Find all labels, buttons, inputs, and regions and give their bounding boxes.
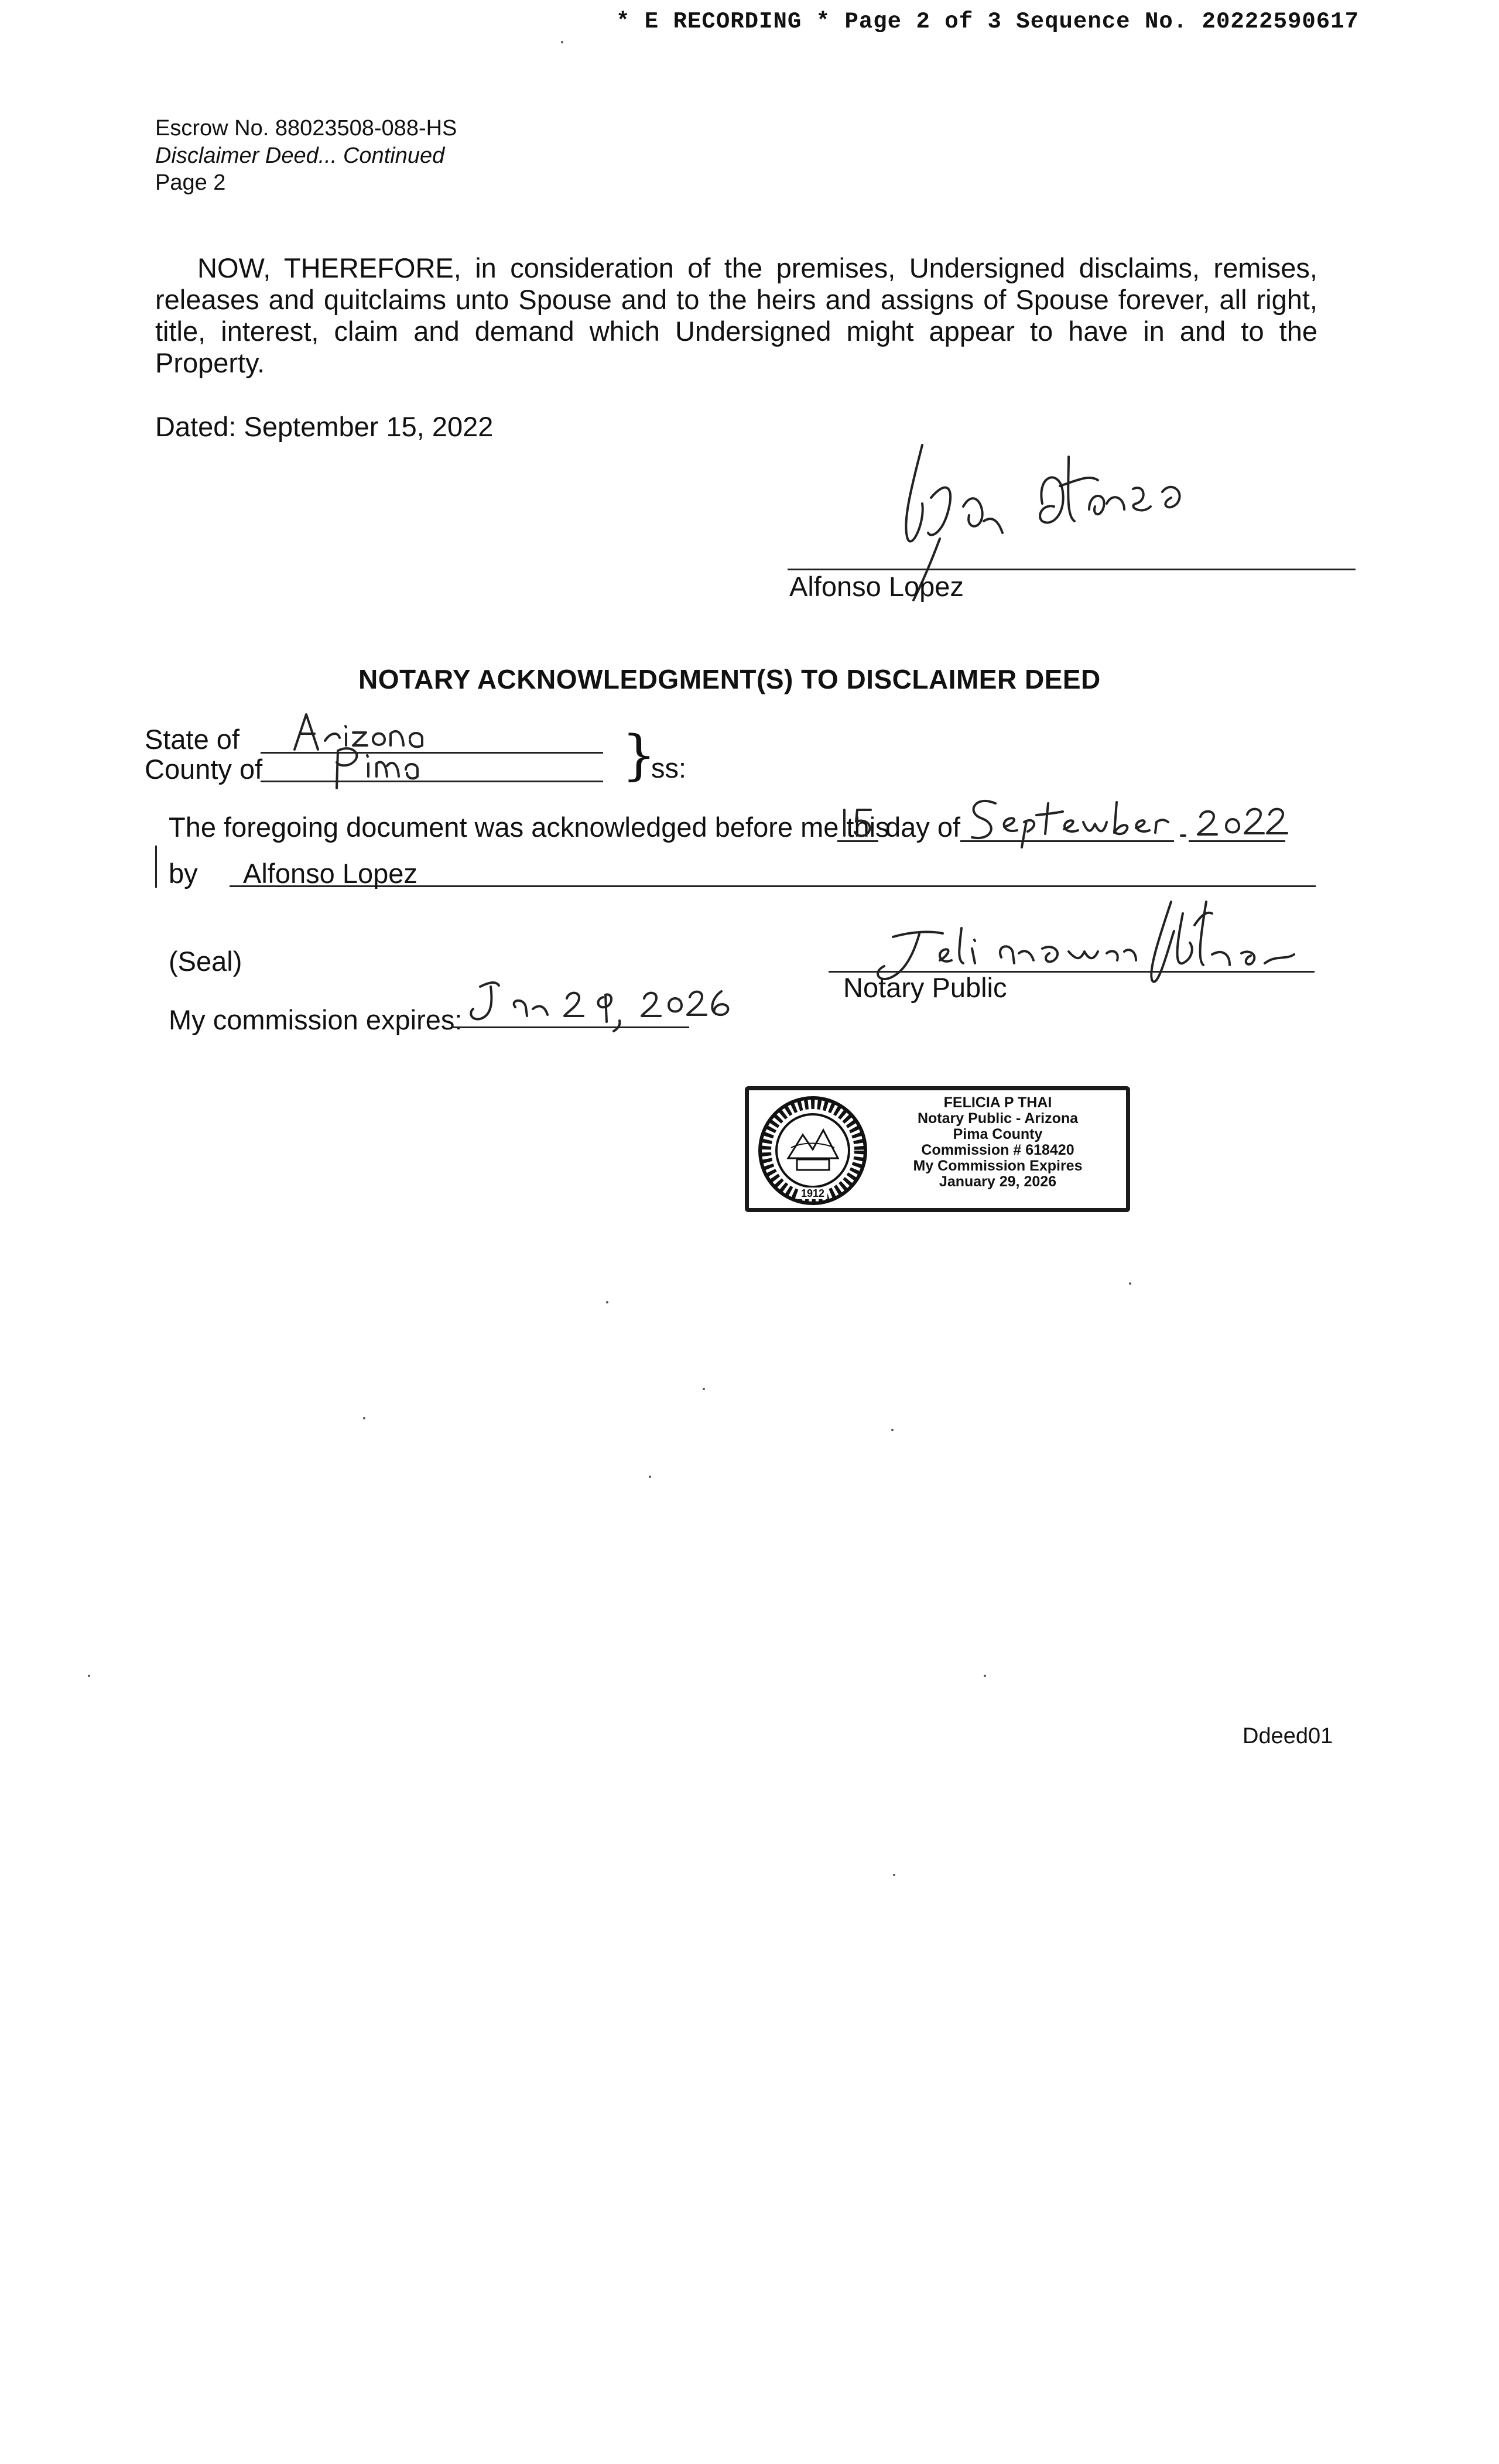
scan-speck bbox=[649, 1476, 651, 1478]
body-paragraph: NOW, THEREFORE, in consideration of the premises, Undersigned disclaims, remises, releases and quitclaims unto Spouse and to the heirs and assigns of Spouse forever, all right, title, interest, claim and demand which Undersigned might appear to have in and to the Property. bbox=[155, 252, 1317, 378]
county-label: County of bbox=[145, 754, 263, 785]
scan-speck bbox=[893, 1874, 895, 1876]
month-handwritten-september bbox=[963, 792, 1197, 850]
stamp-county: Pima County bbox=[953, 1126, 1043, 1142]
page-label: Page 2 bbox=[155, 170, 226, 195]
commission-handwritten-date bbox=[463, 975, 779, 1033]
scan-speck bbox=[363, 1417, 365, 1419]
ss-label: ss: bbox=[651, 752, 687, 783]
notary-stamp bbox=[745, 1086, 1130, 1212]
scan-speck bbox=[891, 1429, 894, 1431]
form-code: Ddeed01 bbox=[1243, 1724, 1333, 1748]
state-label: State of bbox=[145, 724, 239, 755]
scan-speck bbox=[606, 1301, 608, 1303]
county-handwritten-pima bbox=[325, 744, 425, 790]
county-line bbox=[261, 781, 603, 782]
document-continued-label: Disclaimer Deed... Continued bbox=[155, 143, 445, 168]
stamp-expires-date: January 29, 2026 bbox=[939, 1173, 1057, 1190]
seal-label: (Seal) bbox=[169, 946, 242, 977]
dated-line: Dated: September 15, 2022 bbox=[155, 411, 494, 442]
commission-label: My commission expires: bbox=[169, 1004, 463, 1035]
stamp-expires-label: My Commission Expires bbox=[913, 1158, 1083, 1174]
day-line bbox=[837, 840, 878, 842]
notary-heading: NOTARY ACKNOWLEDGMENT(S) TO DISCLAIMER DEED bbox=[358, 664, 1101, 694]
day-of-label: day of bbox=[885, 812, 961, 843]
grantor-signature-line bbox=[788, 569, 1356, 570]
scan-speck bbox=[1129, 1282, 1131, 1285]
seal-year: 1912 bbox=[800, 1187, 825, 1199]
escrow-number: Escrow No. 88023508-088-HS bbox=[155, 116, 457, 141]
scan-speck bbox=[703, 1388, 705, 1390]
scan-speck bbox=[561, 41, 563, 43]
arizona-state-seal-icon bbox=[756, 1094, 870, 1208]
scan-speck bbox=[984, 1675, 986, 1677]
stamp-notary-name: FELICIA P THAI bbox=[943, 1094, 1052, 1111]
margin-mark bbox=[155, 846, 157, 888]
by-label: by bbox=[169, 858, 198, 889]
year-handwritten-2022 bbox=[1178, 799, 1295, 843]
scan-speck bbox=[88, 1675, 90, 1677]
recording-header: * E RECORDING * Page 2 of 3 Sequence No. 20222590617 bbox=[616, 9, 1359, 35]
acknowledgment-text: The foregoing document was acknowledged before me this bbox=[169, 812, 889, 843]
stamp-title: Notary Public - Arizona bbox=[917, 1110, 1079, 1127]
grantor-name: Alfonso Lopez bbox=[789, 571, 964, 602]
day-handwritten bbox=[839, 805, 879, 840]
notary-public-label: Notary Public bbox=[843, 972, 1007, 1003]
stamp-commission-number: Commission # 618420 bbox=[921, 1142, 1074, 1158]
venue-brace: } bbox=[622, 724, 656, 786]
by-name: Alfonso Lopez bbox=[243, 858, 417, 889]
